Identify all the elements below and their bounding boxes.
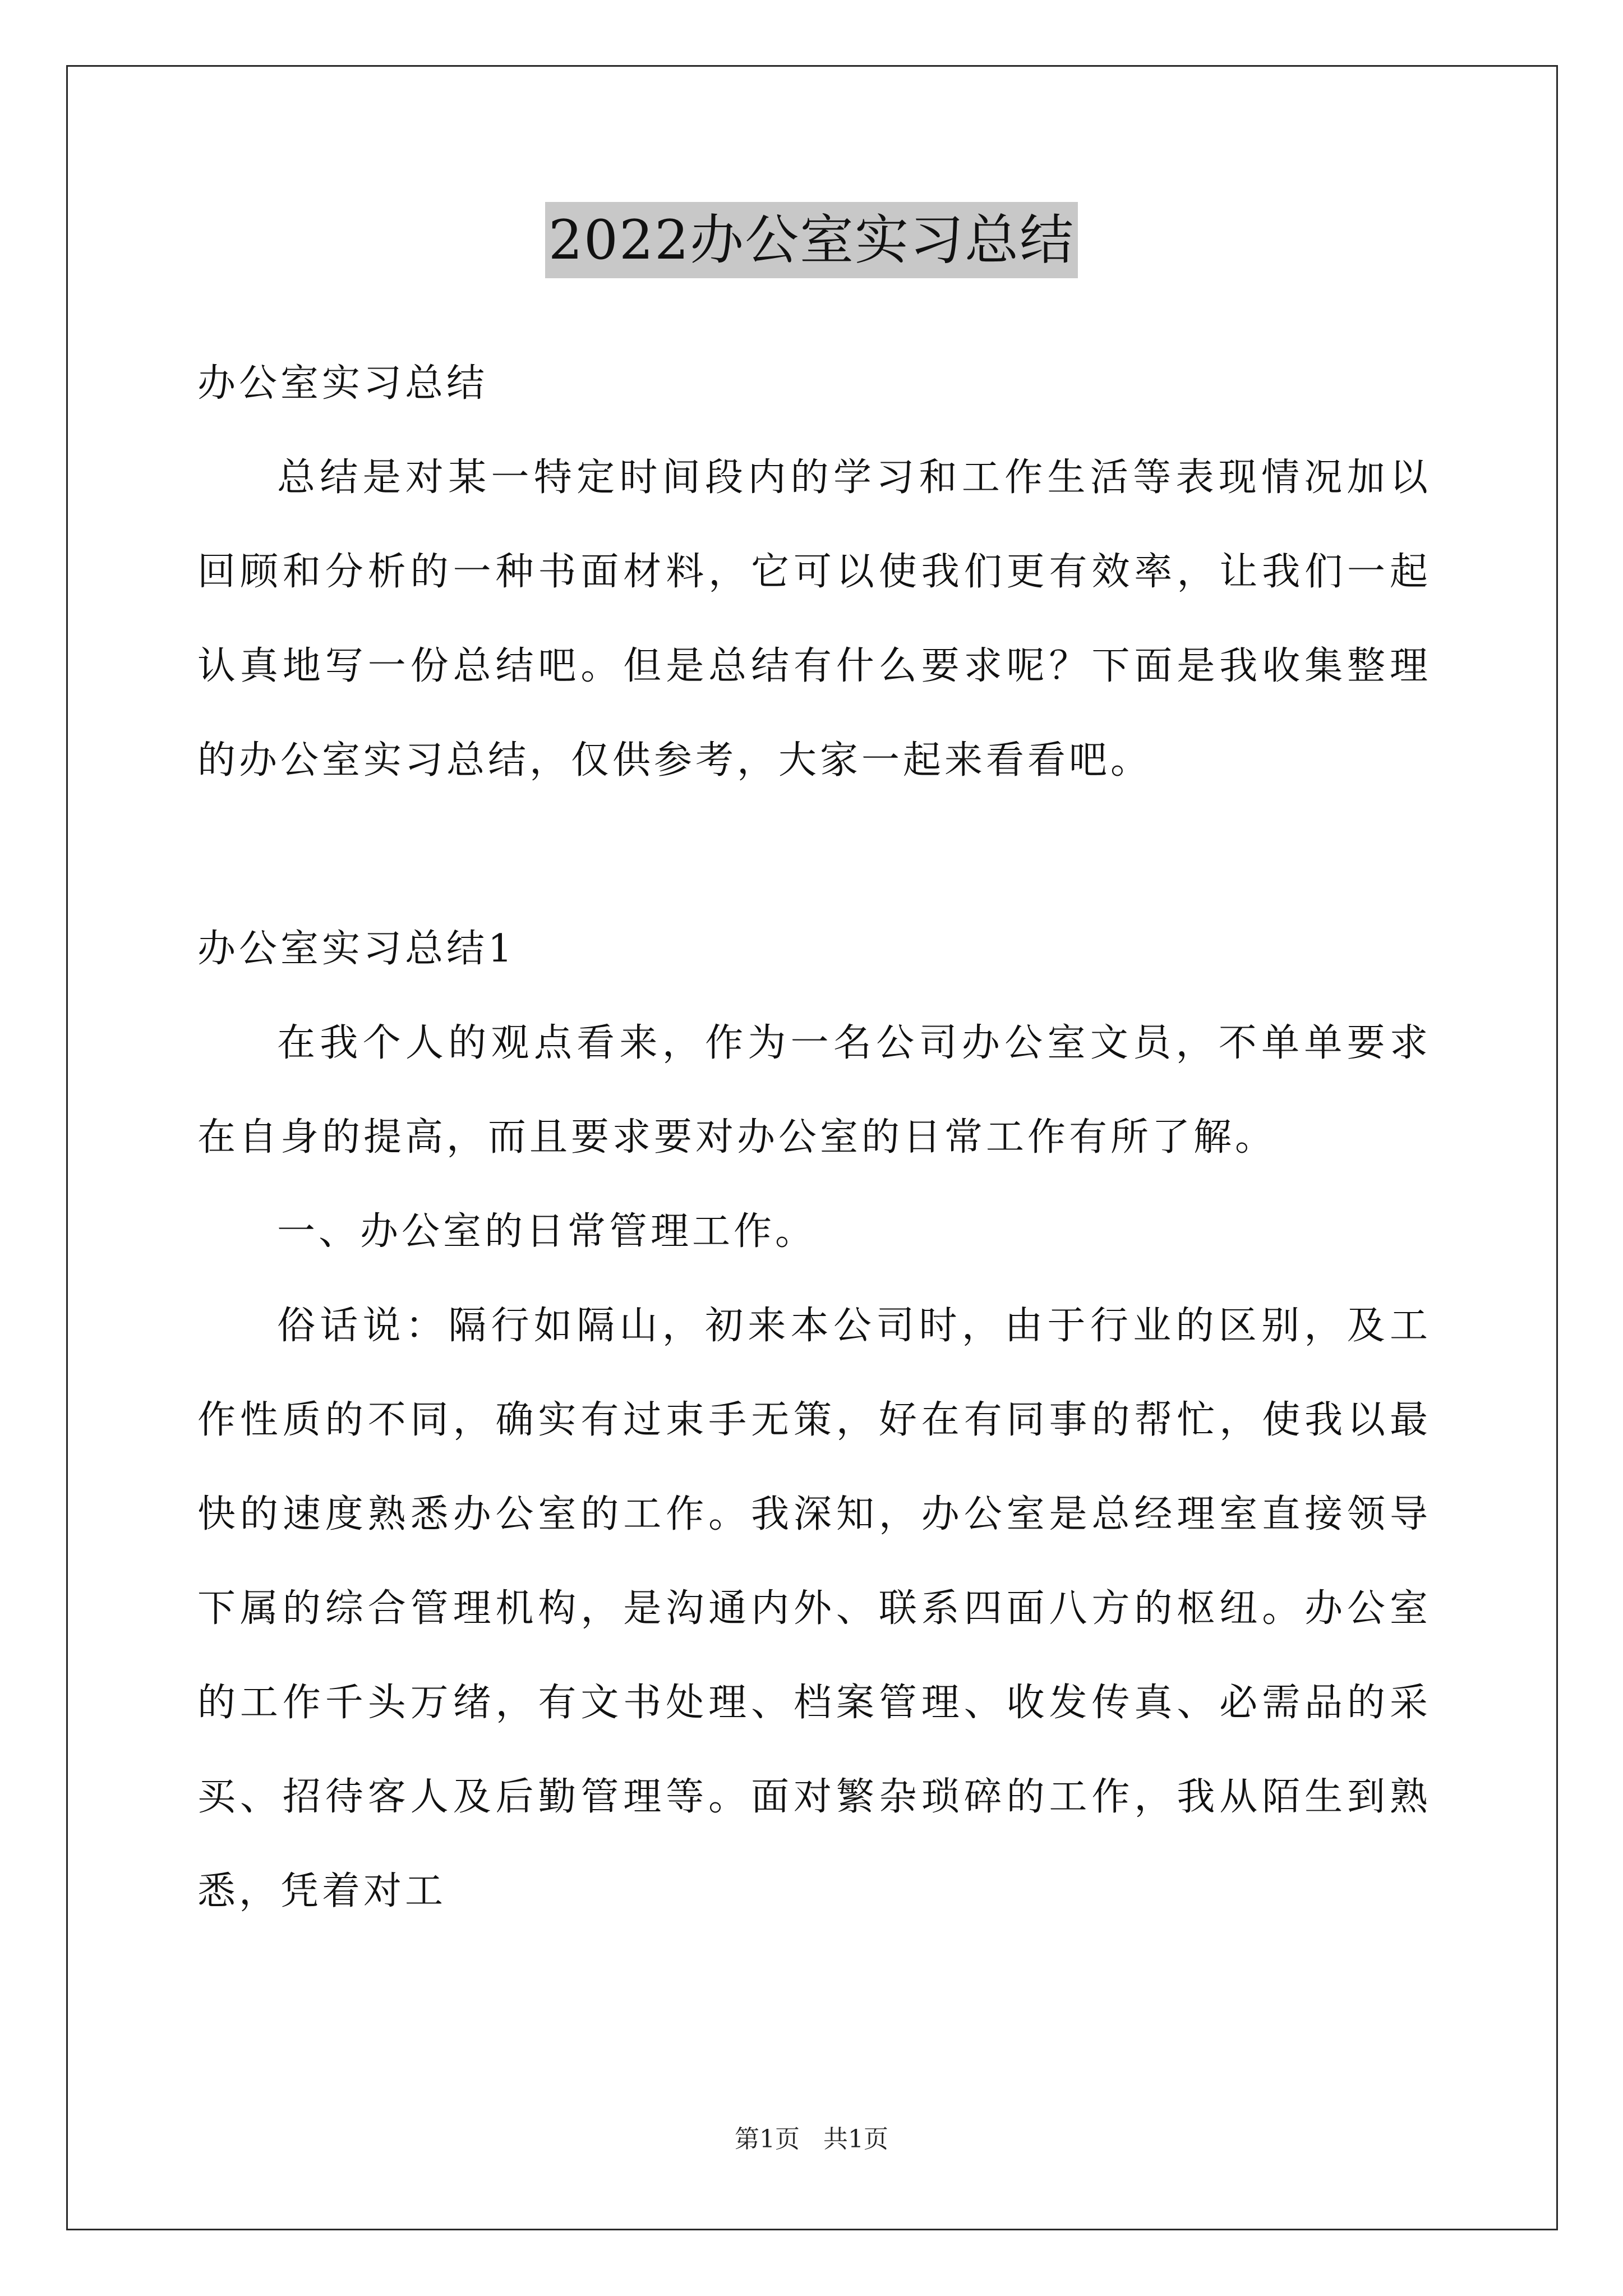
document-title: 2022办公室实习总结	[545, 202, 1078, 278]
page-footer	[0, 2123, 1623, 2156]
document-body	[197, 337, 1431, 1939]
heading-section-1: 办公室实习总结1	[197, 927, 516, 971]
heading-main: 办公室实习总结	[197, 361, 488, 406]
section-heading-1: 一、办公室的日常管理工作。	[277, 1209, 817, 1254]
page-number-total: 共1页	[823, 2125, 888, 2154]
title-container	[0, 202, 1623, 278]
page-number-current: 第1页	[735, 2125, 800, 2154]
intro-paragraph: 总结是对某一特定时间段内的学习和工作生活等表现情况加以回顾和分析的一种书面材料，它可以使我们更有效率，让我们一起认真地写一份总结吧。但是总结有什么要求呢？下面是我收集整理的办公室实习总结，仅供参考，大家一起来看看吧。	[197, 455, 1431, 783]
paragraph-2: 俗话说：隔行如隔山，初来本公司时，由于行业的区别，及工作性质的不同，确实有过束手无策，好在有同事的帮忙，使我以最快的速度熟悉办公室的工作。我深知，办公室是总经理室直接领导下属的综合管理机构，是沟通内外、联系四面八方的枢纽。办公室的工作千头万绪，有文书处理、档案管理、收发传真、必需品的采买、招待客人及后勤管理等。面对繁杂琐碎的工作，我从陌生到熟悉，凭着对工	[197, 1304, 1431, 1913]
paragraph-1: 在我个人的观点看来，作为一名公司办公室文员，不单单要求在自身的提高，而且要求要对办公室的日常工作有所了解。	[197, 1021, 1431, 1159]
